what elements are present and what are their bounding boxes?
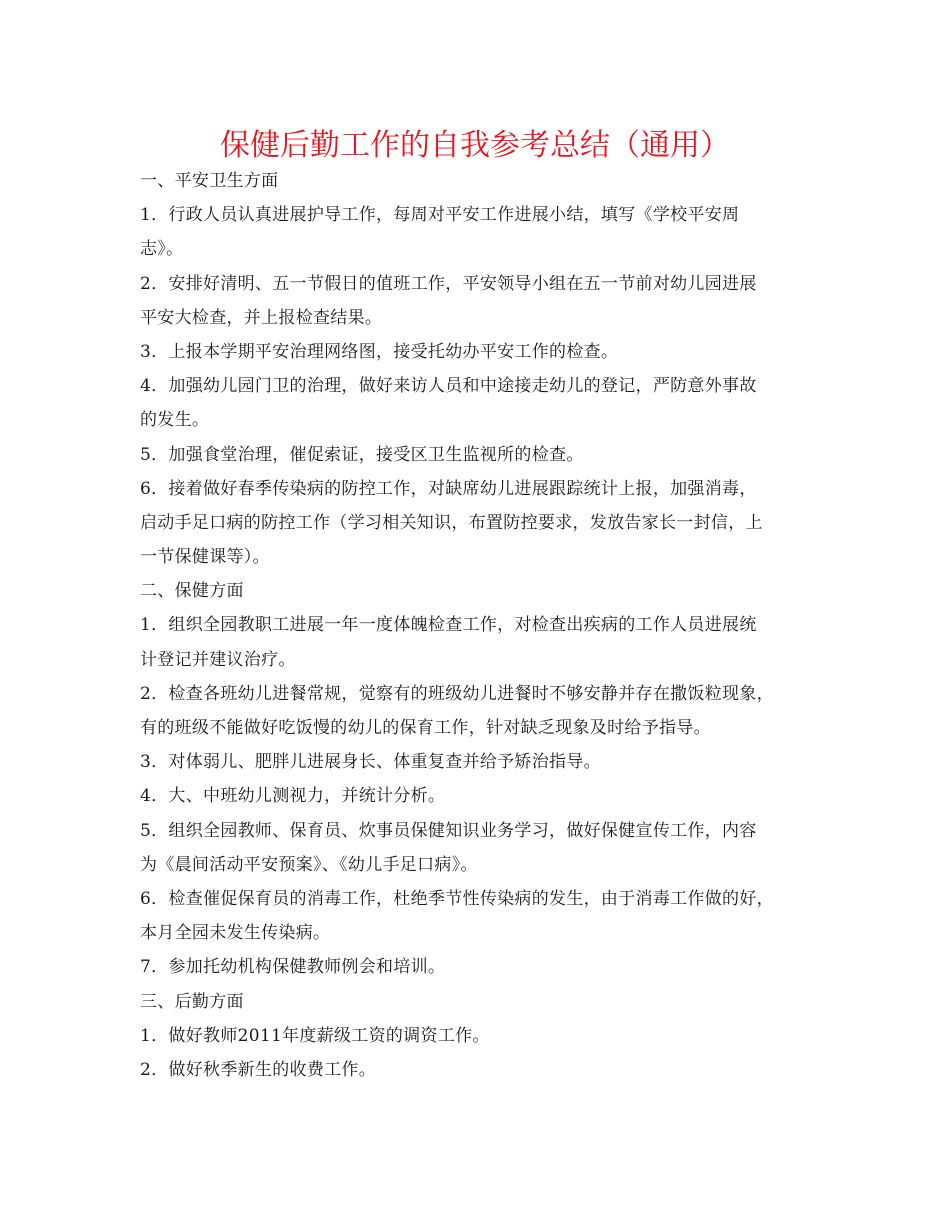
paragraph-line: 7．参加托幼机构保健教师例会和培训。 — [140, 957, 446, 978]
section-heading: 一、平安卫生方面 — [140, 171, 279, 191]
paragraph-line: 为《晨间活动平安预案》、《幼儿手足口病》。 — [140, 854, 478, 875]
paragraph-line: 2．检查各班幼儿进餐常规，觉察有的班级幼儿进餐时不够安静并存在撒饭粒现象， — [140, 683, 774, 704]
paragraph-line: 1．行政人员认真进展护导工作，每周对平安工作进展小结，填写《学校平安周 — [140, 205, 740, 226]
paragraph-line: 有的班级不能做好吃饭慢的幼儿的保育工作，针对缺乏现象及时给予指导。 — [140, 718, 711, 738]
section-heading: 二、保健方面 — [140, 581, 244, 602]
paragraph-line: 6．检查催促保育员的消毒工作，杜绝季节性传染病的发生，由于消毒工作做的好， — [140, 888, 774, 909]
paragraph-line: 4．加强幼儿园门卫的治理，做好来访人员和中途接走幼儿的登记，严防意外事故 — [140, 376, 757, 397]
paragraph-line: 6．接着做好春季传染病的防控工作，对缺席幼儿进展跟踪统计上报，加强消毒， — [140, 478, 757, 499]
paragraph-line: 1．组织全园教职工进展一年一度体魄检查工作，对检查出疾病的工作人员进展统 — [140, 615, 757, 636]
section-heading: 三、后勤方面 — [140, 991, 244, 1012]
paragraph-line: 志》。 — [140, 239, 184, 260]
paragraph-line: 1．做好教师2011年度薪级工资的调资工作。 — [140, 1025, 490, 1046]
paragraph-line: 本月全园未发生传染病。 — [140, 923, 331, 944]
paragraph-line: 3．上报本学期平安治理网络图，接受托幼办平安工作的检查。 — [140, 341, 619, 362]
paragraph-line: 的发生。 — [140, 410, 210, 431]
paragraph-line: 2．做好秋季新生的收费工作。 — [140, 1059, 377, 1080]
document-body — [140, 164, 820, 1087]
paragraph-line: 2．安排好清明、五一节假日的值班工作，平安领导小组在五一节前对幼儿园进展 — [140, 273, 757, 294]
paragraph-line: 一节保健课等）。 — [140, 547, 270, 568]
paragraph-line: 平安大检查，并上报检查结果。 — [140, 307, 383, 328]
paragraph-line: 5．组织全园教师、保育员、炊事员保健知识业务学习，做好保健宣传工作，内容 — [140, 820, 757, 841]
paragraph-line: 3．对体弱儿、肥胖儿进展身长、体重复查并给予矫治指导。 — [140, 752, 601, 773]
document-title: 保健后勤工作的自我参考总结（通用） — [220, 128, 730, 163]
paragraph-line: 4．大、中班幼儿测视力，并统计分析。 — [140, 786, 446, 807]
paragraph-line: 计登记并建议治疗。 — [140, 649, 296, 670]
paragraph-line: 5．加强食堂治理，催促索证，接受区卫生监视所的检查。 — [140, 444, 584, 465]
paragraph-line: 启动手足口病的防控工作（学习相关知识，布置防控要求，发放告家长一封信，上 — [140, 512, 763, 533]
